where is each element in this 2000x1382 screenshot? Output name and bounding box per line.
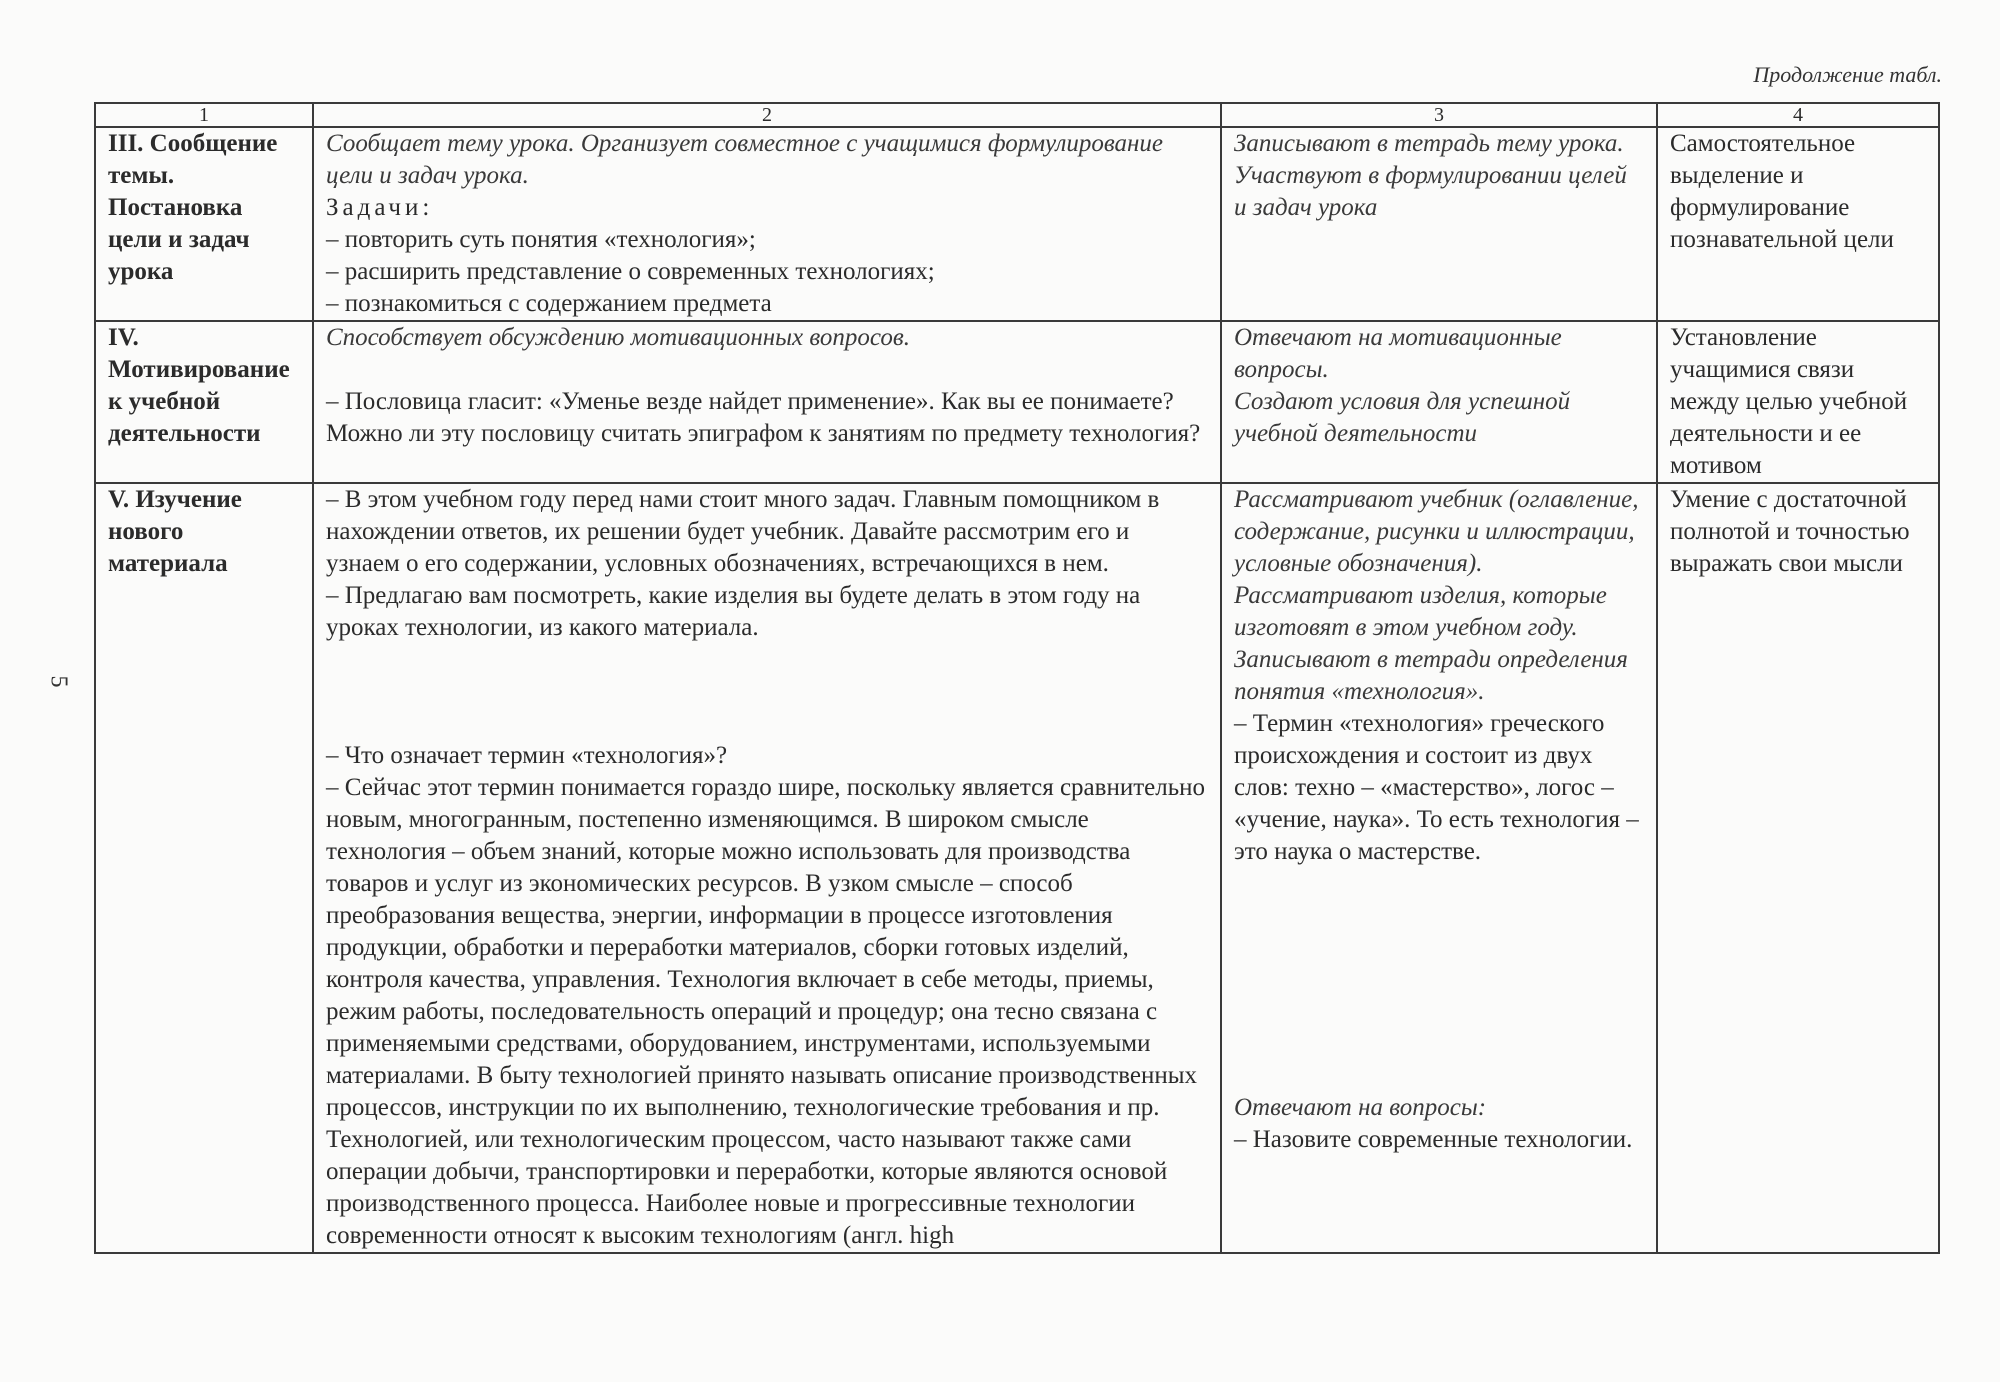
lesson-stage-cell: IV. Мотивирование к учебной деятельности — [95, 321, 313, 483]
paragraph: Записывают в тетрадь тему урока. — [1234, 130, 1624, 157]
lesson-plan-table — [94, 102, 1940, 1254]
student-activity-cell — [1221, 321, 1657, 483]
table-row — [95, 127, 1939, 321]
spacer — [1234, 868, 1644, 1092]
column-number: 2 — [313, 103, 1221, 127]
paragraph: – повторить суть понятия «технология»; — [326, 226, 756, 253]
learning-outcome-cell: Установление учащимися связи между целью учебной деятельности и ее мотивом — [1657, 321, 1939, 483]
paragraph: – расширить представление о современных технологиях; — [326, 258, 935, 285]
paragraph: – познакомиться с содержанием предмета — [326, 290, 772, 317]
paragraph: Отвечают на мотивационные вопросы. — [1234, 324, 1562, 383]
teacher-activity-cell — [313, 483, 1221, 1253]
paragraph: Участвуют в формулировании целей и задач урока — [1234, 162, 1627, 221]
student-activity-cell — [1221, 127, 1657, 321]
paragraph: – Что означает термин «технология»? — [326, 742, 728, 769]
learning-outcome-cell: Самостоятельное выделение и формулирование познавательной цели — [1657, 127, 1939, 321]
student-activity-cell — [1221, 483, 1657, 1253]
paragraph: – Предлагаю вам посмотреть, какие изделия вы будете делать в этом году на уроках технологии, из какого материала. — [326, 582, 1141, 641]
paragraph: – Сейчас этот термин понимается гораздо шире, поскольку является сравнительно новым, многогранным, постепенно изменяющимся. В широком смысле технология – объем знаний, которые можно использовать для производства товаров и услуг из экономических ресурсов. В узком смысле – способ преобразования вещества, энергии, информации в процессе изготовления продукции, обработки и переработки материалов, сборки готовых изделий, контроля качества, управления. Технология включает в себе методы, приемы, режим работы, последовательность операций и процедур; она тесно связана с применяемыми средствами, оборудованием, инструментами, используемыми материалами. В быту технологией принято называть описание производственных процессов, инструкции по их выполнению, технологические требования и пр. Технологией, или технологическим процессом, часто называют также сами операции добычи, транспортировки и переработки, которые являются основой производственного процесса. Наиболее новые и прогрессивные технологии современности относят к высоким технологиям (англ. high — [326, 774, 1205, 1249]
paragraph: Способствует обсуждению мотивационных вопросов. — [326, 324, 910, 351]
teacher-activity-cell — [313, 127, 1221, 321]
paragraph: – Термин «технология» греческого происхождения и состоит из двух слов: техно – «мастерство», логос – «учение, наука». То есть технология – это наука о мастерстве. — [1234, 710, 1639, 865]
column-number-row — [95, 103, 1939, 127]
paragraph: Отвечают на вопросы: — [1234, 1094, 1487, 1121]
paragraph: Задачи: — [326, 194, 434, 221]
paragraph: – Пословица гласит: «Уменье везде найдет применение». Как вы ее понимаете? Можно ли эту пословицу считать эпиграфом к занятиям по предмету технология? — [326, 388, 1201, 447]
lesson-stage-cell: V. Изучение нового материала — [95, 483, 313, 1253]
learning-outcome-cell: Умение с достаточной полнотой и точностью выражать свои мысли — [1657, 483, 1939, 1253]
paragraph: Записывают в тетради определения понятия «технология». — [1234, 646, 1628, 705]
column-number: 1 — [95, 103, 313, 127]
teacher-activity-cell — [313, 321, 1221, 483]
table-row — [95, 321, 1939, 483]
paragraph: Сообщает тему урока. Организует совместное с учащимися формулирование цели и задач урока. — [326, 130, 1164, 189]
page-number: 5 — [45, 675, 72, 688]
spacer — [326, 644, 1208, 740]
paragraph: – Назовите современные технологии. — [1234, 1126, 1633, 1153]
table-continuation-caption: Продолжение табл. — [1753, 62, 1942, 87]
column-number: 4 — [1657, 103, 1939, 127]
spacer — [326, 354, 1208, 386]
lesson-stage-cell: III. Сообщение темы. Постановка цели и задач урока — [95, 127, 313, 321]
column-number: 3 — [1221, 103, 1657, 127]
table-row — [95, 483, 1939, 1253]
paragraph: Рассматривают изделия, которые изготовят в этом учебном году. — [1234, 582, 1607, 641]
paragraph: – В этом учебном году перед нами стоит много задач. Главным помощником в нахождении ответов, их решении будет учебник. Давайте рассмотрим его и узнаем о его содержании, условных обозначениях, встречающихся в нем. — [326, 486, 1160, 577]
paragraph: Рассматривают учебник (оглавление, содержание, рисунки и иллюстрации, условные обозначения). — [1234, 486, 1639, 577]
paragraph: Создают условия для успешной учебной деятельности — [1234, 388, 1571, 447]
